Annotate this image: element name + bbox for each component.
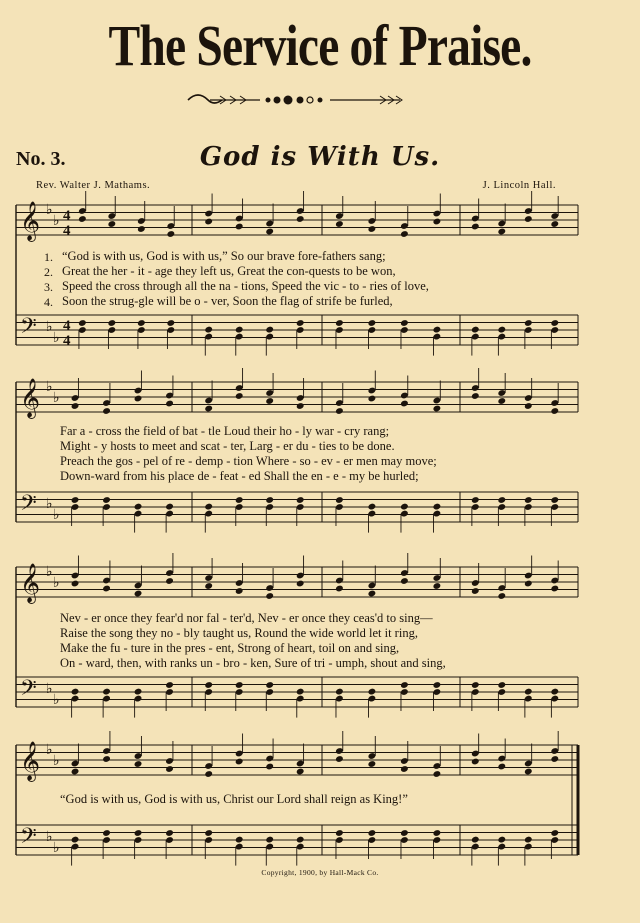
- note-head: [335, 407, 344, 415]
- note-head: [550, 319, 559, 327]
- note-head: [524, 688, 533, 696]
- flat-sign: ♭: [46, 682, 53, 697]
- verse-number: 1.: [44, 250, 53, 264]
- flat-sign: ♭: [53, 754, 60, 769]
- note-head: [550, 688, 559, 696]
- note-head: [265, 228, 274, 236]
- note-head: [134, 760, 143, 768]
- note-head: [102, 585, 111, 593]
- flat-sign: ♭: [46, 830, 53, 845]
- verse-number: 4.: [44, 295, 53, 309]
- verse-number: 2.: [44, 265, 53, 279]
- lyric-line: Preach the gos - pel of re - demp - tion Where - so - ev - er men may move;: [60, 454, 437, 468]
- note-head: [102, 829, 111, 837]
- hymn-title: God is With Us.: [199, 142, 441, 172]
- time-signature: 4: [63, 318, 71, 334]
- note-head: [71, 580, 80, 588]
- note-head: [524, 836, 533, 844]
- note-head: [235, 496, 244, 504]
- note-head: [165, 400, 174, 408]
- note-head: [471, 587, 480, 595]
- note-head: [433, 582, 442, 590]
- note-head: [71, 496, 80, 504]
- note-head: [550, 407, 559, 415]
- note-head: [524, 319, 533, 327]
- flat-sign: ♭: [46, 565, 53, 580]
- note-head: [265, 836, 274, 844]
- note-head: [102, 755, 111, 763]
- lyric-line: Raise the song they no - bly taught us, Round the wide world let it ring,: [60, 626, 418, 640]
- note-head: [497, 397, 506, 405]
- note-head: [433, 218, 442, 226]
- lyric-line: Might - y hosts to meet and scat - ter, Larg - er du - ties to be done.: [60, 439, 395, 453]
- note-head: [524, 215, 533, 223]
- note-head: [497, 681, 506, 689]
- note-head: [550, 585, 559, 593]
- note-head: [433, 405, 442, 413]
- note-head: [550, 220, 559, 228]
- note-head: [524, 768, 533, 776]
- note-head: [235, 392, 244, 400]
- note-head: [137, 319, 146, 327]
- note-head: [497, 228, 506, 236]
- flat-sign: ♭: [46, 380, 53, 395]
- treble-clef: 𝄞: [20, 201, 41, 241]
- note-head: [204, 405, 213, 413]
- flat-sign: ♭: [53, 508, 60, 523]
- note-head: [102, 688, 111, 696]
- verse-number: 3.: [44, 280, 53, 294]
- lyricist-credit: Rev. Walter J. Mathams.: [36, 180, 151, 191]
- bass-clef: 𝄢: [20, 824, 37, 854]
- note-head: [296, 319, 305, 327]
- note-head: [368, 225, 377, 233]
- note-head: [335, 319, 344, 327]
- note-head: [368, 503, 377, 511]
- note-head: [134, 829, 143, 837]
- note-head: [102, 496, 111, 504]
- note-head: [400, 400, 409, 408]
- note-head: [433, 326, 442, 334]
- note-head: [71, 402, 80, 410]
- note-head: [204, 503, 213, 511]
- note-head: [165, 577, 174, 585]
- note-head: [265, 397, 274, 405]
- time-signature: 4: [63, 333, 71, 349]
- lyric-line: Great the her - it - age they left us, Great the con-quests to be won,: [62, 264, 396, 278]
- note-head: [550, 496, 559, 504]
- time-signature: 4: [63, 223, 71, 239]
- lyric-line: “God is with us, God is with us,” So our brave fore-fathers sang;: [62, 249, 386, 263]
- note-head: [524, 580, 533, 588]
- composer-credit: J. Lincoln Hall.: [482, 180, 556, 191]
- note-head: [296, 402, 305, 410]
- note-head: [400, 577, 409, 585]
- note-head: [400, 503, 409, 511]
- note-head: [471, 392, 480, 400]
- note-head: [204, 681, 213, 689]
- note-head: [368, 590, 377, 598]
- note-head: [71, 768, 80, 776]
- note-head: [296, 768, 305, 776]
- note-head: [71, 688, 80, 696]
- note-head: [368, 760, 377, 768]
- note-head: [204, 770, 213, 778]
- flat-sign: ♭: [53, 841, 60, 856]
- flat-sign: ♭: [53, 576, 60, 591]
- note-head: [335, 755, 344, 763]
- note-head: [204, 218, 213, 226]
- copyright-notice: Copyright, 1900, by Hall-Mack Co.: [261, 868, 379, 877]
- note-head: [265, 763, 274, 771]
- note-head: [400, 319, 409, 327]
- page-title: The Service of Praise.: [108, 13, 532, 78]
- note-head: [235, 758, 244, 766]
- flat-sign: ♭: [53, 331, 60, 346]
- note-head: [497, 496, 506, 504]
- note-head: [134, 688, 143, 696]
- note-head: [235, 587, 244, 595]
- note-head: [165, 829, 174, 837]
- note-head: [368, 395, 377, 403]
- note-head: [78, 319, 87, 327]
- note-head: [165, 503, 174, 511]
- note-head: [471, 681, 480, 689]
- note-head: [550, 755, 559, 763]
- note-head: [497, 763, 506, 771]
- note-head: [134, 590, 143, 598]
- note-head: [204, 326, 213, 334]
- lyric-line: Nev - er once they fear'd nor fal - ter'd, Nev - er once they ceas'd to sing—: [60, 611, 433, 625]
- note-head: [134, 395, 143, 403]
- note-head: [137, 225, 146, 233]
- note-head: [166, 230, 175, 238]
- note-head: [400, 765, 409, 773]
- note-head: [296, 215, 305, 223]
- note-head: [433, 770, 442, 778]
- note-head: [335, 585, 344, 593]
- flat-sign: ♭: [53, 693, 60, 708]
- time-signature: 4: [63, 208, 71, 224]
- note-head: [265, 592, 274, 600]
- lyric-line: “God is with us, God is with us, Christ our Lord shall reign as King!”: [60, 792, 408, 806]
- note-head: [471, 326, 480, 334]
- note-head: [235, 326, 244, 334]
- note-head: [497, 592, 506, 600]
- note-head: [235, 836, 244, 844]
- note-head: [433, 681, 442, 689]
- note-head: [497, 836, 506, 844]
- note-head: [71, 836, 80, 844]
- lyric-line: Make the fu - ture in the pres - ent, Strong of heart, toil on and sing,: [60, 641, 400, 655]
- note-head: [102, 407, 111, 415]
- flat-sign: ♭: [46, 497, 53, 512]
- lyric-line: Speed the cross through all the na - tions, Speed the vic - to - ries of love,: [62, 279, 429, 293]
- note-head: [134, 503, 143, 511]
- note-head: [335, 220, 344, 228]
- note-head: [107, 220, 116, 228]
- note-head: [550, 829, 559, 837]
- lyric-line: Soon the strug-gle will be o - ver, Soon the flag of strife be furled,: [62, 294, 393, 308]
- treble-clef: 𝄞: [20, 563, 41, 603]
- bass-clef: 𝄢: [20, 314, 37, 344]
- note-head: [368, 688, 377, 696]
- treble-clef: 𝄞: [20, 378, 41, 418]
- note-head: [204, 582, 213, 590]
- lyric-line: On - ward, then, with ranks un - bro - ken, Sure of tri - umph, shout and sing,: [60, 656, 446, 670]
- lyric-line: Far a - cross the field of bat - tle Loud their ho - ly war - cry rang;: [60, 424, 390, 438]
- note-head: [166, 319, 175, 327]
- note-head: [265, 326, 274, 334]
- note-head: [165, 765, 174, 773]
- flat-sign: ♭: [53, 391, 60, 406]
- bass-clef: 𝄢: [20, 491, 37, 521]
- note-head: [400, 230, 409, 238]
- note-head: [400, 829, 409, 837]
- note-head: [433, 829, 442, 837]
- note-head: [524, 496, 533, 504]
- note-head: [433, 503, 442, 511]
- note-head: [335, 829, 344, 837]
- bass-clef: 𝄢: [20, 676, 37, 706]
- note-head: [296, 496, 305, 504]
- note-head: [471, 758, 480, 766]
- note-head: [497, 326, 506, 334]
- note-head: [235, 681, 244, 689]
- note-head: [296, 688, 305, 696]
- note-head: [204, 829, 213, 837]
- note-head: [265, 681, 274, 689]
- note-head: [235, 223, 244, 231]
- note-head: [471, 496, 480, 504]
- note-head: [335, 688, 344, 696]
- note-head: [400, 681, 409, 689]
- treble-clef: 𝄞: [20, 741, 41, 781]
- note-head: [471, 223, 480, 231]
- flat-sign: ♭: [53, 214, 60, 229]
- note-head: [296, 580, 305, 588]
- note-head: [165, 681, 174, 689]
- note-head: [265, 496, 274, 504]
- flat-sign: ♭: [46, 743, 53, 758]
- flat-sign: ♭: [46, 320, 53, 335]
- note-head: [368, 319, 377, 327]
- note-head: [107, 319, 116, 327]
- hymn-number: No. 3.: [16, 148, 66, 170]
- note-head: [368, 829, 377, 837]
- note-head: [335, 496, 344, 504]
- note-head: [471, 836, 480, 844]
- note-head: [524, 402, 533, 410]
- lyric-line: Down-ward from his place de - feat - ed Shall the en - e - my be hurled;: [60, 469, 419, 483]
- flat-sign: ♭: [46, 203, 53, 218]
- note-head: [78, 215, 87, 223]
- note-head: [296, 836, 305, 844]
